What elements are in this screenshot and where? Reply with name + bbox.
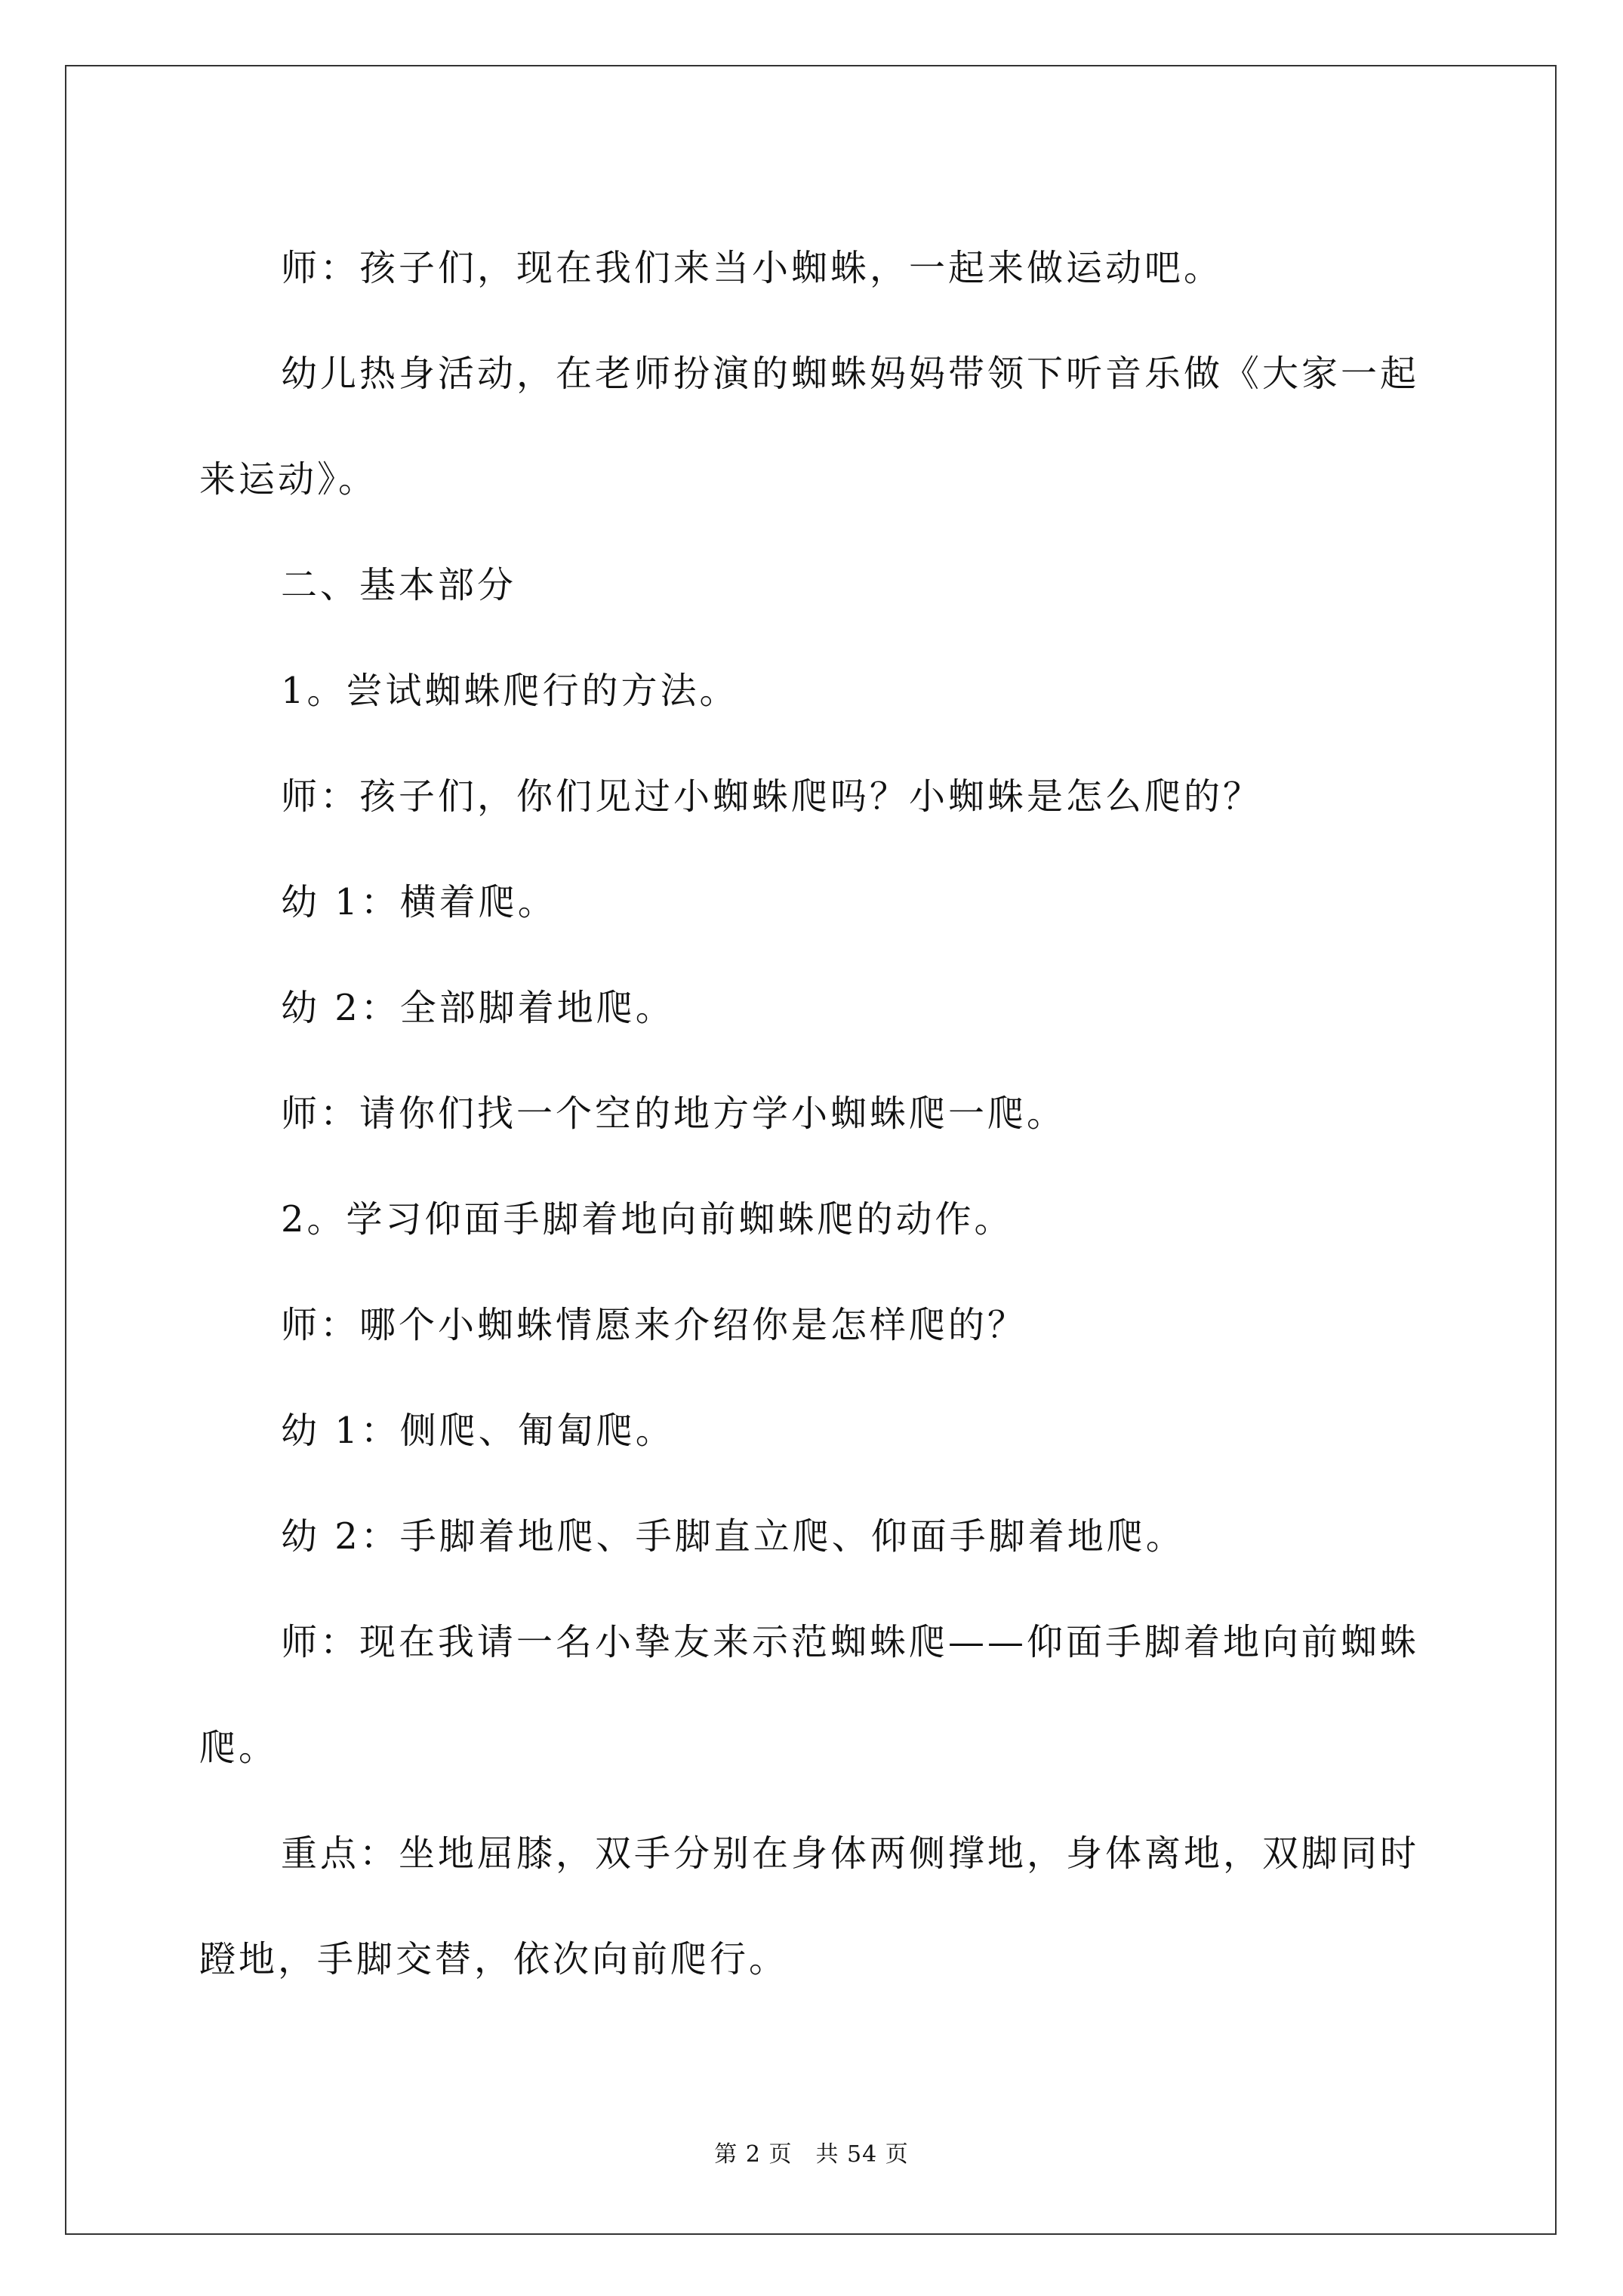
paragraph: 2。学习仰面手脚着地向前蜘蛛爬的动作。: [281, 1198, 1014, 1240]
paragraph: 师：哪个小蜘蛛情愿来介绍你是怎样爬的？: [281, 1304, 1027, 1346]
paragraph: 幼 2：全部脚着地爬。: [281, 987, 675, 1029]
paragraph: 幼儿热身活动，在老师扮演的蜘蛛妈妈带领下听音乐做《大家一起来运动》。: [199, 353, 1420, 501]
paragraph: 幼 1：横着爬。: [281, 881, 557, 923]
document-body: [199, 215, 1422, 2012]
paragraph: 重点：坐地屈膝，双手分别在身体两侧撑地，身体离地，双脚同时蹬地，手脚交替，依次向前爬行。: [199, 1832, 1420, 1980]
paragraph: 幼 1：侧爬、匍匐爬。: [281, 1410, 675, 1452]
paragraph: 师：孩子们，你们见过小蜘蛛爬吗？小蜘蛛是怎么爬的？: [281, 775, 1263, 818]
paragraph: 幼 2：手脚着地爬、手脚直立爬、仰面手脚着地爬。: [281, 1515, 1185, 1558]
paragraph: 1。尝试蜘蛛爬行的方法。: [281, 670, 739, 712]
paragraph: 师：孩子们，现在我们来当小蜘蛛，一起来做运动吧。: [281, 247, 1224, 289]
paragraph: 师：请你们找一个空的地方学小蜘蛛爬一爬。: [281, 1093, 1067, 1135]
paragraph: 师：现在我请一名小挚友来示范蜘蛛爬——仰面手脚着地向前蜘蛛爬。: [199, 1621, 1420, 1769]
paragraph: 二、基本部分: [281, 564, 517, 606]
page-number-footer: 第 2 页 共 54 页: [714, 2141, 909, 2168]
